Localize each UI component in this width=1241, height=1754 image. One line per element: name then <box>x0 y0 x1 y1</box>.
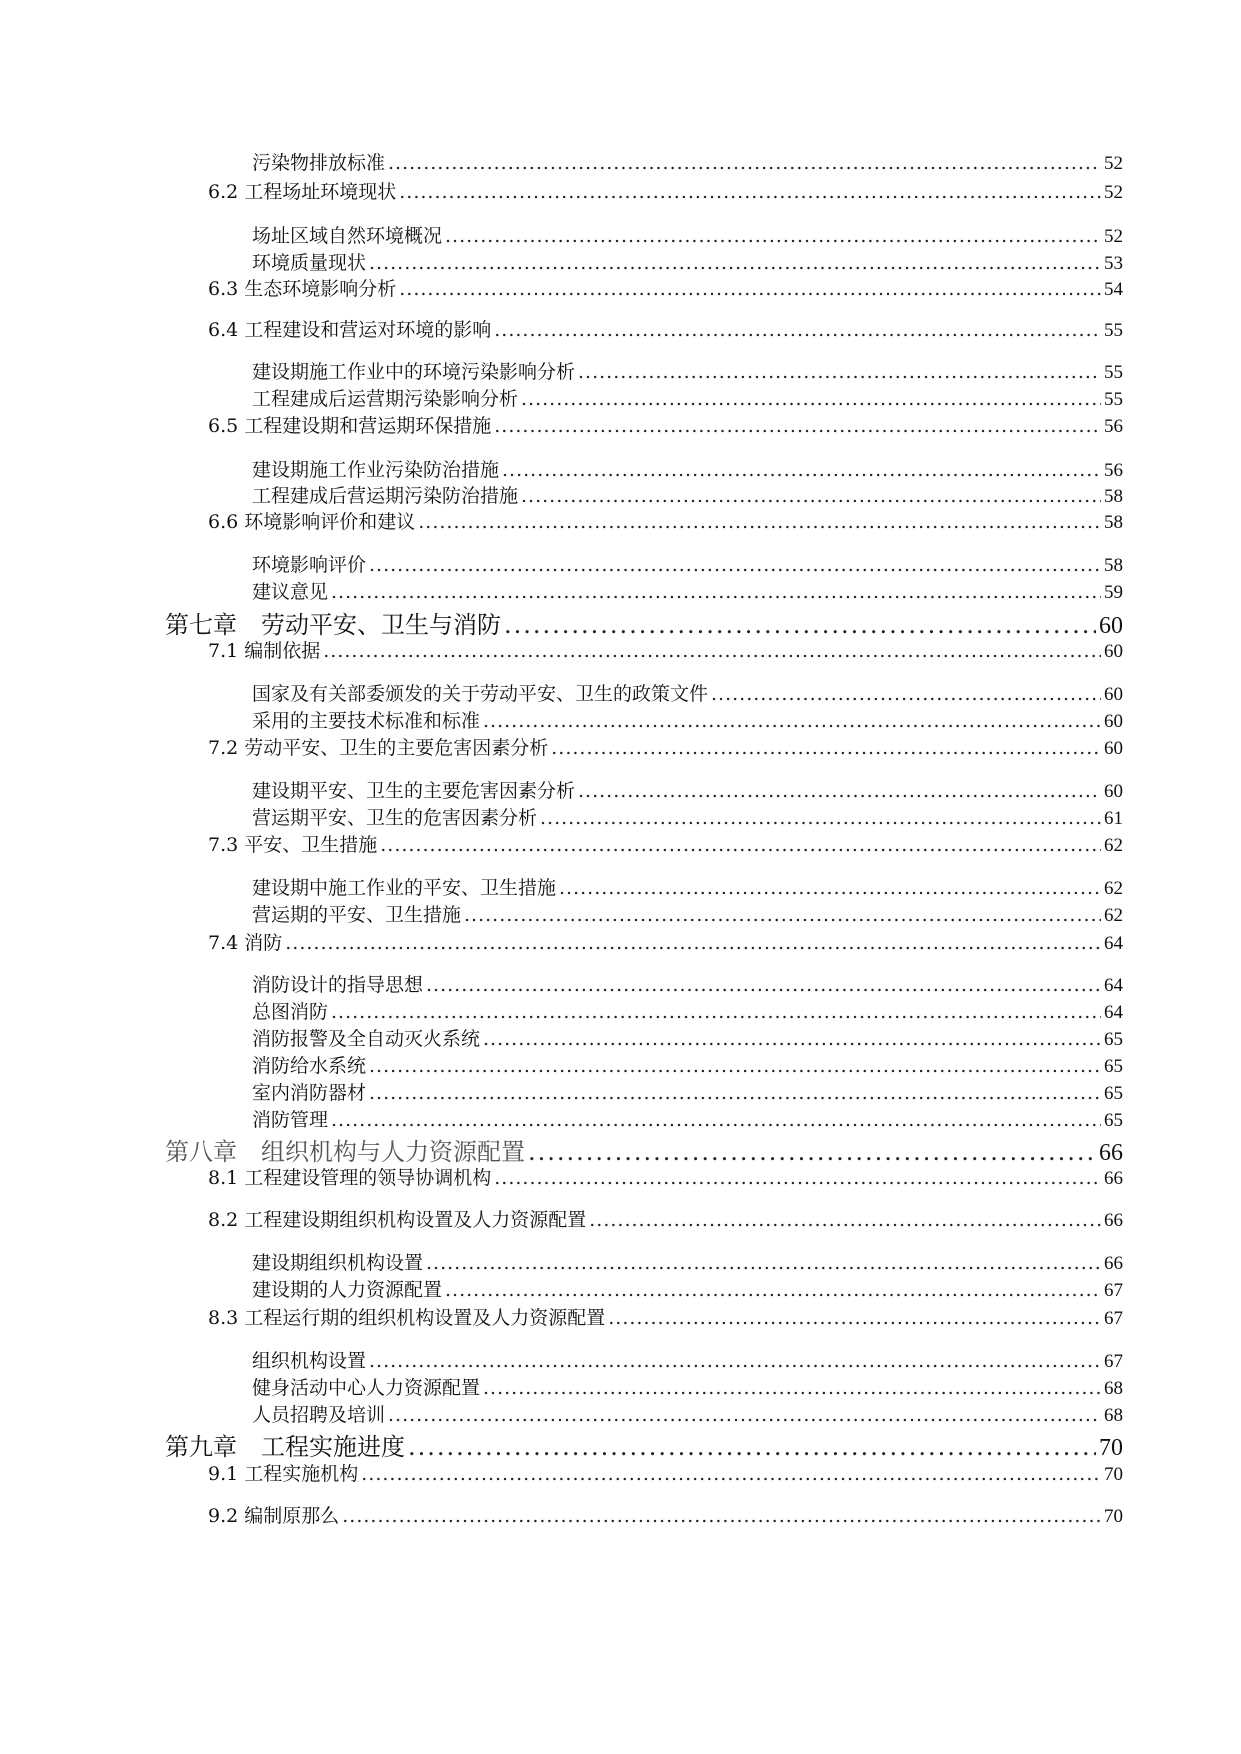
toc-entry-title: 建设期施工作业污染防治措施 <box>252 459 500 481</box>
toc-dot-leader <box>331 1109 1101 1131</box>
toc-page-number: 58 <box>1104 555 1123 576</box>
toc-dot-leader <box>369 1055 1101 1077</box>
toc-dot-leader <box>483 710 1101 732</box>
toc-dot-leader <box>399 278 1101 300</box>
toc-dot-leader <box>399 181 1101 203</box>
toc-page-number: 65 <box>1104 1083 1123 1104</box>
toc-section-entry[interactable] <box>208 636 1123 663</box>
toc-section-entry[interactable] <box>208 1459 1123 1486</box>
toc-page-number: 62 <box>1104 878 1123 899</box>
toc-entry-title: 营运期的平安、卫生措施 <box>252 904 462 926</box>
toc-dot-leader <box>388 152 1101 174</box>
toc-entry-title: 污染物排放标准 <box>252 152 386 174</box>
toc-entry-title: 人员招聘及培训 <box>252 1404 386 1426</box>
toc-dot-leader <box>483 1028 1101 1050</box>
toc-page-number: 65 <box>1104 1029 1123 1050</box>
toc-entry-title: 建设期平安、卫生的主要危害因素分析 <box>252 780 576 802</box>
toc-entry-title: 建议意见 <box>252 581 329 603</box>
toc-subsection-entry[interactable] <box>252 970 1123 997</box>
toc-subsection-entry[interactable] <box>252 997 1123 1024</box>
toc-section-entry[interactable] <box>208 1303 1123 1330</box>
toc-page-number: 60 <box>1099 613 1123 639</box>
toc-entry-title: 国家及有关部委颁发的关于劳动平安、卫生的政策文件 <box>252 683 709 705</box>
toc-dot-leader <box>380 834 1101 856</box>
toc-section-entry[interactable] <box>208 315 1123 342</box>
toc-page-number: 65 <box>1104 1110 1123 1131</box>
toc-subsection-entry[interactable] <box>252 1105 1123 1132</box>
toc-entry-title: 第七章 劳动平安、卫生与消防 <box>165 611 501 639</box>
toc-page-number: 60 <box>1104 641 1123 662</box>
toc-entry-title: 6.4 工程建设和营运对环境的影响 <box>208 319 492 341</box>
toc-dot-leader <box>528 1138 1096 1166</box>
toc-entry-title: 场址区域自然环境概况 <box>252 225 443 247</box>
toc-dot-leader <box>521 485 1101 507</box>
toc-entry-title: 建设期组织机构设置 <box>252 1252 424 1274</box>
toc-entry-title: 7.2 劳动平安、卫生的主要危害因素分析 <box>208 737 549 759</box>
toc-entry-title: 7.3 平安、卫生措施 <box>208 834 378 856</box>
toc-dot-leader <box>342 1505 1101 1527</box>
toc-page-number: 60 <box>1104 738 1123 759</box>
toc-page-number: 66 <box>1104 1253 1123 1274</box>
toc-subsection-entry[interactable] <box>252 1275 1123 1302</box>
toc-entry-title: 消防管理 <box>252 1109 329 1131</box>
toc-chapter-entry[interactable] <box>165 605 1123 640</box>
toc-subsection-entry[interactable] <box>252 221 1123 248</box>
toc-dot-leader <box>369 252 1101 274</box>
toc-page-number: 68 <box>1104 1378 1123 1399</box>
toc-page-number: 66 <box>1099 1140 1123 1166</box>
toc-subsection-entry[interactable] <box>252 550 1123 577</box>
toc-dot-leader <box>285 932 1101 954</box>
toc-entry-title: 6.5 工程建设期和营运期环保措施 <box>208 415 492 437</box>
toc-dot-leader <box>502 459 1101 481</box>
toc-dot-leader <box>369 1350 1101 1372</box>
toc-entry-title: 环境影响评价 <box>252 554 367 576</box>
toc-dot-leader <box>445 225 1101 247</box>
toc-entry-title: 8.2 工程建设期组织机构设置及人力资源配置 <box>208 1209 587 1231</box>
toc-page-number: 53 <box>1104 253 1123 274</box>
toc-entry-title: 环境质量现状 <box>252 252 367 274</box>
toc-dot-leader <box>369 554 1101 576</box>
toc-entry-title: 7.1 编制依据 <box>208 640 321 662</box>
toc-subsection-entry[interactable] <box>252 706 1123 733</box>
toc-page-number: 52 <box>1104 182 1123 203</box>
toc-section-entry[interactable] <box>208 1205 1123 1232</box>
toc-page-number: 62 <box>1104 835 1123 856</box>
toc-page-number: 54 <box>1104 279 1123 300</box>
toc-entry-title: 8.3 工程运行期的组织机构设置及人力资源配置 <box>208 1307 606 1329</box>
toc-entry-title: 6.2 工程场址环境现状 <box>208 181 397 203</box>
toc-section-entry[interactable] <box>208 830 1123 857</box>
toc-page-number: 60 <box>1104 781 1123 802</box>
toc-page-number: 67 <box>1104 1308 1123 1329</box>
toc-entry-title: 第八章 组织机构与人力资源配置 <box>165 1138 525 1166</box>
toc-dot-leader <box>578 780 1101 802</box>
toc-entry-title: 6.3 生态环境影响分析 <box>208 278 397 300</box>
toc-entry-title: 6.6 环境影响评价和建议 <box>208 511 416 533</box>
toc-subsection-entry[interactable] <box>252 1078 1123 1105</box>
toc-dot-leader <box>408 1433 1096 1461</box>
toc-page-number: 55 <box>1104 320 1123 341</box>
toc-entry-title: 9.2 编制原那么 <box>208 1505 340 1527</box>
toc-page-number: 64 <box>1104 933 1123 954</box>
toc-subsection-entry[interactable] <box>252 803 1123 830</box>
toc-entry-title: 工程建成后营运期污染防治措施 <box>252 485 519 507</box>
toc-subsection-entry[interactable] <box>252 1400 1123 1427</box>
toc-dot-leader <box>551 737 1101 759</box>
toc-page-number: 59 <box>1104 582 1123 603</box>
toc-page-number: 66 <box>1104 1210 1123 1231</box>
toc-dot-leader <box>361 1463 1101 1485</box>
toc-dot-leader <box>608 1307 1101 1329</box>
toc-entry-title: 组织机构设置 <box>252 1350 367 1372</box>
toc-dot-leader <box>426 974 1101 996</box>
toc-entry-title: 消防设计的指导思想 <box>252 974 424 996</box>
toc-page-number: 67 <box>1104 1280 1123 1301</box>
toc-page-number: 64 <box>1104 1002 1123 1023</box>
toc-entry-title: 8.1 工程建设管理的领导协调机构 <box>208 1167 492 1189</box>
toc-subsection-entry[interactable] <box>252 357 1123 384</box>
toc-page-number: 56 <box>1104 460 1123 481</box>
toc-section-entry[interactable] <box>208 411 1123 438</box>
toc-dot-leader <box>323 640 1101 662</box>
toc-chapter-entry[interactable] <box>165 1132 1123 1167</box>
toc-section-entry[interactable] <box>208 1501 1123 1528</box>
toc-page-number: 66 <box>1104 1168 1123 1189</box>
toc-subsection-entry[interactable] <box>252 577 1123 604</box>
toc-page-number: 58 <box>1104 486 1123 507</box>
toc-subsection-entry[interactable] <box>252 1346 1123 1373</box>
toc-subsection-entry[interactable] <box>252 148 1123 175</box>
toc-page-number: 55 <box>1104 389 1123 410</box>
toc-subsection-entry[interactable] <box>252 1373 1123 1400</box>
toc-dot-leader <box>494 319 1101 341</box>
toc-entry-title: 健身活动中心人力资源配置 <box>252 1377 481 1399</box>
toc-subsection-entry[interactable] <box>252 1051 1123 1078</box>
toc-entry-title: 工程建成后运营期污染影响分析 <box>252 388 519 410</box>
toc-section-entry[interactable] <box>208 177 1123 204</box>
toc-dot-leader <box>494 1167 1101 1189</box>
toc-dot-leader <box>426 1252 1101 1274</box>
toc-dot-leader <box>464 904 1101 926</box>
toc-page-number: 56 <box>1104 416 1123 437</box>
toc-subsection-entry[interactable] <box>252 679 1123 706</box>
toc-dot-leader <box>589 1209 1101 1231</box>
toc-entry-title: 总图消防 <box>252 1001 329 1023</box>
toc-dot-leader <box>559 877 1101 899</box>
toc-page-number: 60 <box>1104 711 1123 732</box>
toc-page-number: 61 <box>1104 808 1123 829</box>
toc-subsection-entry[interactable] <box>252 873 1123 900</box>
toc-page-number: 64 <box>1104 975 1123 996</box>
toc-subsection-entry[interactable] <box>252 1024 1123 1051</box>
toc-page-number: 55 <box>1104 362 1123 383</box>
toc-subsection-entry[interactable] <box>252 776 1123 803</box>
toc-entry-title: 消防给水系统 <box>252 1055 367 1077</box>
toc-subsection-entry[interactable] <box>252 900 1123 927</box>
toc-section-entry[interactable] <box>208 507 1123 534</box>
toc-subsection-entry[interactable] <box>252 248 1123 275</box>
toc-page-number: 70 <box>1099 1435 1123 1461</box>
toc-page-number: 62 <box>1104 905 1123 926</box>
toc-entry-title: 9.1 工程实施机构 <box>208 1463 359 1485</box>
toc-subsection-entry[interactable] <box>252 481 1123 508</box>
toc-dot-leader <box>711 683 1101 705</box>
toc-entry-title: 建设期的人力资源配置 <box>252 1279 443 1301</box>
toc-page-number: 70 <box>1104 1464 1123 1485</box>
toc-dot-leader <box>540 807 1101 829</box>
toc-subsection-entry[interactable] <box>252 1248 1123 1275</box>
toc-entry-title: 营运期平安、卫生的危害因素分析 <box>252 807 538 829</box>
toc-subsection-entry[interactable] <box>252 455 1123 482</box>
toc-page-number: 67 <box>1104 1351 1123 1372</box>
toc-dot-leader <box>331 581 1101 603</box>
toc-entry-title: 采用的主要技术标准和标准 <box>252 710 481 732</box>
toc-dot-leader <box>418 511 1101 533</box>
toc-section-entry[interactable] <box>208 733 1123 760</box>
toc-section-entry[interactable] <box>208 928 1123 955</box>
toc-chapter-entry[interactable] <box>165 1427 1123 1462</box>
toc-page-number: 68 <box>1104 1405 1123 1426</box>
toc-section-entry[interactable] <box>208 1163 1123 1190</box>
toc-dot-leader <box>494 415 1101 437</box>
toc-page-number: 58 <box>1104 512 1123 533</box>
toc-page-number: 60 <box>1104 684 1123 705</box>
toc-dot-leader <box>331 1001 1101 1023</box>
toc-dot-leader <box>388 1404 1101 1426</box>
toc-dot-leader <box>369 1082 1101 1104</box>
toc-entry-title: 建设期施工作业中的环境污染影响分析 <box>252 361 576 383</box>
toc-dot-leader <box>445 1279 1101 1301</box>
toc-dot-leader <box>504 611 1096 639</box>
toc-entry-title: 第九章 工程实施进度 <box>165 1433 405 1461</box>
toc-page-number: 65 <box>1104 1056 1123 1077</box>
toc-section-entry[interactable] <box>208 274 1123 301</box>
toc-dot-leader <box>483 1377 1101 1399</box>
toc-entry-title: 室内消防器材 <box>252 1082 367 1104</box>
toc-page-number: 70 <box>1104 1506 1123 1527</box>
toc-entry-title: 建设期中施工作业的平安、卫生措施 <box>252 877 557 899</box>
toc-entry-title: 消防报警及全自动灭火系统 <box>252 1028 481 1050</box>
toc-dot-leader <box>578 361 1101 383</box>
toc-page-number: 52 <box>1104 153 1123 174</box>
toc-page-number: 52 <box>1104 226 1123 247</box>
toc-entry-title: 7.4 消防 <box>208 932 283 954</box>
toc-dot-leader <box>521 388 1101 410</box>
toc-subsection-entry[interactable] <box>252 384 1123 411</box>
